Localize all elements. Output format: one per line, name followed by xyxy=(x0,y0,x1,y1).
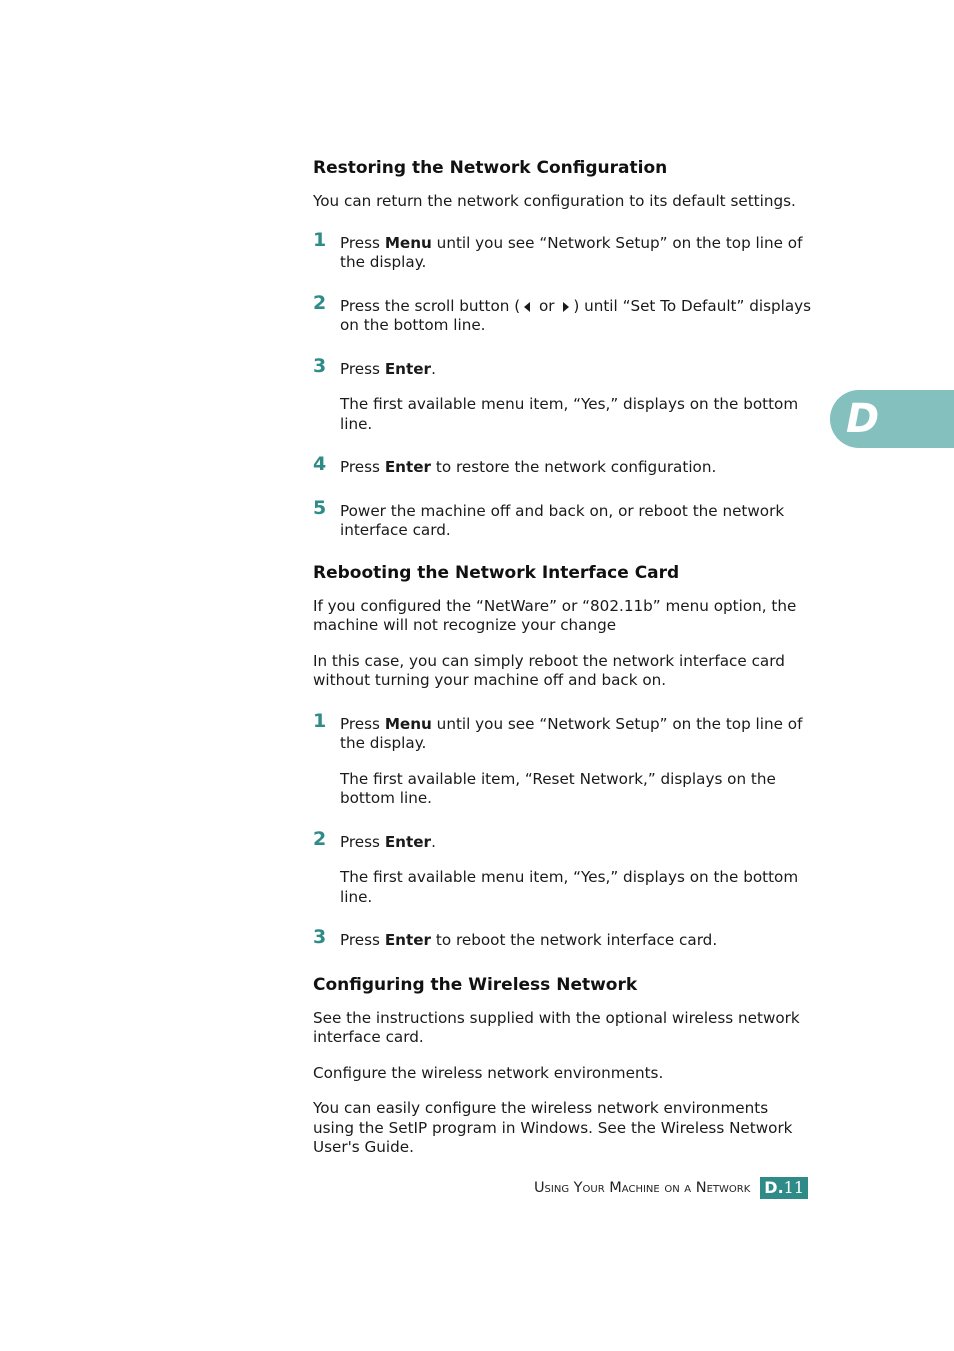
step-text: . xyxy=(431,832,436,851)
step-text: to reboot the network interface card. xyxy=(431,931,718,949)
step-text: Press xyxy=(340,714,385,733)
step-text: or xyxy=(534,296,560,315)
step-restore-3 xyxy=(313,354,813,380)
step-number: 1 xyxy=(313,228,327,251)
step-text: . xyxy=(431,359,436,378)
triangle-right-icon xyxy=(563,302,569,312)
step-text: until you see “Network Setup” on the top line of the display. xyxy=(340,714,803,752)
step-text: Press xyxy=(340,931,385,949)
chapter-label: D. xyxy=(764,1178,784,1197)
step-text: until you see “Network Setup” on the top line of the display. xyxy=(340,233,803,271)
enter-key-label: Enter xyxy=(384,359,432,378)
page-content xyxy=(313,156,813,1158)
enter-key-label: Enter xyxy=(384,931,432,949)
chapter-tab xyxy=(830,390,954,448)
wireless-para-3: You can easily configure the wireless network environments using the SetIP program in Windows. See the Wireless Network User's Guide. xyxy=(313,1099,793,1156)
page-number-badge xyxy=(760,1177,808,1199)
step-text: Power the machine off and back on, or reboot the network interface card. xyxy=(340,501,785,539)
step-note: The first available item, “Reset Network,” displays on the bottom line. xyxy=(340,769,776,807)
step-number: 4 xyxy=(313,453,327,475)
step-restore-4 xyxy=(313,453,813,478)
wireless-para-2: Configure the wireless network environments. xyxy=(313,1063,664,1082)
step-restore-2 xyxy=(313,291,813,336)
triangle-left-icon xyxy=(524,302,530,312)
step-restore-5 xyxy=(313,496,813,541)
page-number: 11 xyxy=(783,1178,804,1197)
step-number: 1 xyxy=(313,709,327,732)
intro-text: You can return the network configuration to its default settings. xyxy=(313,192,796,210)
rebooting-para-1: If you configured the “NetWare” or “802.11b” menu option, the machine will not recognize your change xyxy=(313,596,797,634)
enter-key-label: Enter xyxy=(384,458,432,476)
step-number: 2 xyxy=(313,827,327,850)
step-number: 3 xyxy=(313,926,327,948)
enter-key-label: Enter xyxy=(384,832,432,851)
step-number: 3 xyxy=(313,354,327,377)
step-text: Press the scroll button ( xyxy=(340,296,521,315)
menu-key-label: Menu xyxy=(384,714,432,733)
wireless-para-1: See the instructions supplied with the optional wireless network interface card. xyxy=(313,1008,800,1046)
step-text: Press xyxy=(340,233,385,252)
section-title-restoring: Restoring the Network Configuration xyxy=(313,158,668,178)
step-text: Press xyxy=(340,359,385,378)
step-text: to restore the network configuration. xyxy=(431,458,717,476)
step-text: ) until “Set To Default” displays on the bottom line. xyxy=(340,296,812,334)
step-text: Press xyxy=(340,458,385,476)
step-reboot-3 xyxy=(313,926,813,951)
chapter-tab-letter: D xyxy=(846,396,880,442)
step-restore-1 xyxy=(313,228,813,273)
step-reboot-1 xyxy=(313,709,813,754)
step-reboot-2 xyxy=(313,827,813,853)
rebooting-para-2: In this case, you can simply reboot the network interface card without turning your machine off and back on. xyxy=(313,651,785,689)
page-footer xyxy=(534,1177,808,1199)
footer-title: Using Your Machine on a Network xyxy=(533,1180,751,1196)
section-title-rebooting: Rebooting the Network Interface Card xyxy=(313,562,680,583)
step-note: The first available menu item, “Yes,” displays on the bottom line. xyxy=(340,395,799,433)
step-text: Press xyxy=(340,832,385,851)
menu-key-label: Menu xyxy=(384,233,432,252)
section-title-wireless: Configuring the Wireless Network xyxy=(313,974,638,995)
step-number: 5 xyxy=(313,496,327,519)
step-number: 2 xyxy=(313,291,327,314)
step-note: The first available menu item, “Yes,” displays on the bottom line. xyxy=(340,868,799,906)
